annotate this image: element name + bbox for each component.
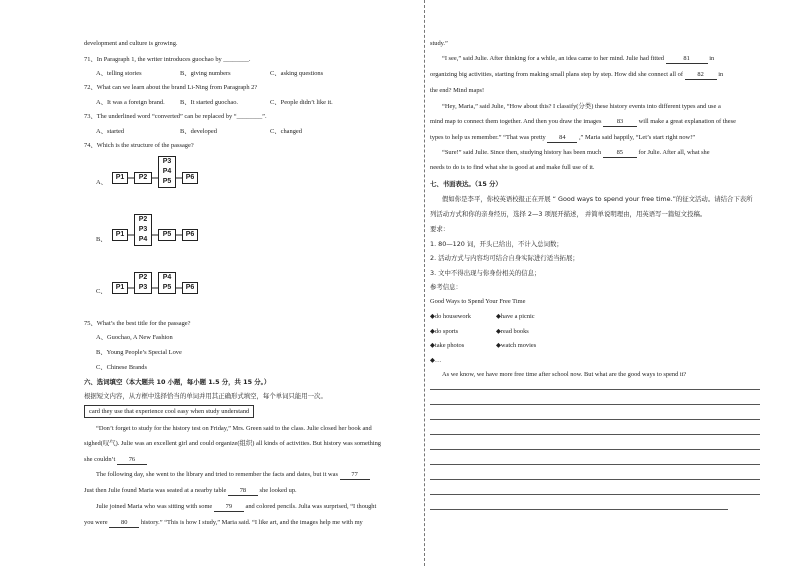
passage-line-10 — [430, 71, 723, 80]
q72-option-c: C、People didn’t like it. — [270, 99, 333, 106]
passage-line-9 — [442, 55, 714, 64]
essay-opening: As we know, we have more free time after school now. But what are the good ways to spend it? — [442, 371, 687, 378]
passage-text: “I see,” said Julie. After thinking for a while, an idea came to her mind. Julie had fitted — [442, 55, 665, 62]
requirement-2: 2. 活动方式与内容均可结合自身实际进行适当拓展； — [430, 254, 579, 262]
passage-text: in — [709, 55, 715, 62]
passage-text: The following day, she went to the library and tried to remember the facts and dates, but it was — [96, 471, 339, 478]
passage-text: “Sure!” said Julie. Since then, studying history has been much — [442, 149, 602, 156]
diagram-c-stack-right — [158, 272, 176, 294]
blank-85: 85 — [603, 149, 637, 158]
diagram-c-p1: P1 — [112, 282, 128, 294]
blank-82: 82 — [685, 71, 717, 80]
section7-prompt-2: 列活动方式和你的亲身经历，选择 2—3 项展开描述， 并简单说明理由，用英语写一篇短文投稿。 — [430, 210, 707, 218]
writing-line[interactable] — [430, 434, 760, 435]
q71-option-a: A、telling stories — [96, 70, 142, 77]
section6-instruction: 根据短文内容，从方框中选择恰当的单词并用其正确形式填空，每个单词只能用一次。 — [84, 392, 327, 400]
reference-item: ◆watch movies — [496, 342, 537, 349]
left-column — [84, 0, 424, 566]
diagram-c-stack-left — [134, 272, 152, 294]
q74-stem: 74、Which is the structure of the passage? — [84, 142, 194, 149]
section6-title: 六、选词填空（本大题共 10 小题，每小题 1.5 分，共 15 分。） — [84, 378, 271, 386]
q72-option-a: A、It was a foreign brand. — [96, 99, 165, 106]
diagram-a-p3: P3 — [162, 158, 172, 165]
blank-84: 84 — [547, 134, 577, 143]
diagram-b-p4: P4 — [138, 236, 148, 243]
writing-line[interactable] — [430, 479, 760, 480]
passage-text: mind map to connect them together. And then you draw the images — [430, 118, 602, 125]
blank-78: 78 — [228, 487, 258, 496]
passage-line-13 — [430, 118, 736, 127]
writing-line[interactable] — [430, 419, 760, 420]
word-box: card they use that experience cool easy when study understand — [84, 405, 254, 418]
q74-option-a: A、 — [96, 179, 108, 186]
diagram-b-p1: P1 — [112, 229, 128, 241]
section7-title: 七、书面表达。（15 分） — [430, 180, 502, 188]
diagram-c-p6: P6 — [182, 282, 198, 294]
writing-line[interactable] — [430, 509, 728, 510]
q71-option-c: C、asking questions — [270, 70, 324, 77]
diagram-c-p3: P3 — [138, 284, 148, 291]
reference-item: ◆do housework — [430, 313, 471, 320]
column-divider — [424, 0, 425, 566]
diagram-b-p3: P3 — [138, 226, 148, 233]
diagram-a-p6: P6 — [182, 172, 198, 184]
diagram-a-stack — [158, 156, 176, 188]
passage-line-12: “Hey, Maria,” said Julie, “How about this? I classify(分类) these history events into different types and use a — [442, 103, 721, 110]
passage-line-15 — [442, 149, 710, 158]
reference-title: 参考信息： — [430, 283, 462, 291]
q73-option-a: A、started — [96, 128, 125, 135]
passage-text: in — [718, 71, 724, 78]
q74-option-c: C、 — [96, 288, 107, 295]
diagram-a-p1: P1 — [112, 172, 128, 184]
reference-heading: Good Ways to Spend Your Free Time — [430, 298, 526, 305]
diagram-b-p5: P5 — [158, 229, 176, 241]
blank-83: 83 — [603, 118, 637, 127]
passage-text: you were — [84, 519, 108, 526]
requirement-3: 3. 文中不得出现与你身份相关的信息； — [430, 269, 541, 277]
q72-stem: 72、What can we learn about the brand Li-Ning from Paragraph 2? — [84, 84, 258, 91]
requirements-title: 要求： — [430, 225, 450, 233]
passage-text: she looked up. — [259, 487, 297, 494]
requirement-1: 1. 80—120 词，开头已给出，不计入总词数； — [430, 240, 563, 248]
q74-option-b: B、 — [96, 236, 107, 243]
q73-option-c: C、changed — [270, 128, 302, 135]
q72-option-b: B、It started guochao. — [180, 99, 239, 106]
diagram-b-p6: P6 — [182, 229, 198, 241]
passage-text: will make a great explanation of these — [638, 118, 736, 125]
passage-text: types to help us remember.” “That was pretty — [430, 134, 546, 141]
diagram-c-p2: P2 — [138, 274, 148, 281]
diagram-b-p2: P2 — [138, 216, 148, 223]
passage-line-16: needs to do is to find what she is good at and make full use of it. — [430, 164, 595, 171]
q71-option-b: B、giving numbers — [180, 70, 231, 77]
q75-option-a: A、Guochao, A New Fashion — [96, 334, 173, 341]
diagram-c-p5: P5 — [162, 284, 172, 291]
reference-item: ◆take photos — [430, 342, 465, 349]
blank-79: 79 — [214, 503, 244, 512]
passage-line-7 — [84, 519, 363, 528]
q73-option-b: B、developed — [180, 128, 217, 135]
passage-line-11: the end? Mind maps! — [430, 87, 485, 94]
passage-line-3 — [84, 456, 147, 465]
writing-line[interactable] — [430, 449, 760, 450]
writing-line[interactable] — [430, 404, 760, 405]
reference-item: ◆do sports — [430, 328, 459, 335]
section7-prompt-1: 假如你是李平，你校英语校报正在开展 “ Good ways to spend your free time.”的征文活动。请结合下表所 — [442, 195, 753, 203]
reference-item: ◆read books — [496, 328, 529, 335]
passage-line-4 — [96, 471, 370, 480]
diagram-a-p2: P2 — [134, 172, 152, 184]
passage-line-2: sighed(叹气). Julie was an excellent girl and could organize(组织) all kinds of activities. But history was something — [84, 440, 381, 447]
writing-line[interactable] — [430, 494, 760, 495]
passage-text: she couldn’t — [84, 456, 116, 463]
passage-text: for Julie. After all, what she — [638, 149, 710, 156]
passage-line-5 — [84, 487, 297, 496]
blank-80: 80 — [109, 519, 139, 528]
q75-stem: 75、What’s the best title for the passage? — [84, 320, 191, 327]
passage-line-1: “Don’t forget to study for the history test on Friday,” Mrs. Green said to the class. Julie closed her book and — [96, 425, 372, 432]
structure-diagram-c — [110, 272, 250, 306]
diagram-a-p5: P5 — [162, 178, 172, 185]
intro-tail: development and culture is growing. — [84, 40, 178, 47]
passage-text: and colored pencils. Julia was surprised, “I thought — [245, 503, 377, 510]
right-column — [430, 0, 768, 566]
diagram-a-p4: P4 — [162, 168, 172, 175]
q75-option-c: C、Chinese Brands — [96, 364, 147, 371]
q73-stem: 73、The underlined word “converted” can be replaced by “________”. — [84, 113, 267, 120]
diagram-b-stack — [134, 214, 152, 246]
q71-stem: 71、In Paragraph 1, the writer introduces guochao by ________. — [84, 56, 251, 63]
reference-item: ◆have a picnic — [496, 313, 535, 320]
passage-line-14 — [430, 134, 695, 143]
writing-line[interactable] — [430, 464, 760, 465]
diagram-c-p4: P4 — [162, 274, 172, 281]
passage-text: organizing big activities, starting from making small plans step by step. How did she connect all of — [430, 71, 683, 78]
reference-item: ◆… — [430, 357, 442, 364]
passage-text: Julie joined Maria who was sitting with some — [96, 503, 213, 510]
passage-line-6 — [96, 503, 376, 512]
passage-line-8: study.” — [430, 40, 448, 47]
blank-76: 76 — [117, 456, 147, 465]
passage-text: Just then Julie found Maria was seated at a nearby table — [84, 487, 227, 494]
blank-81: 81 — [666, 55, 708, 64]
structure-diagram-b — [110, 214, 250, 254]
blank-77: 77 — [340, 471, 370, 480]
q75-option-b: B、Young People’s Special Love — [96, 349, 182, 356]
writing-line[interactable] — [430, 389, 760, 390]
structure-diagram-a — [110, 156, 250, 196]
passage-text: history.” “This is how I study,” Maria said. “I like art, and the images help me with my — [140, 519, 363, 526]
passage-text: ,” Maria said happily, “Let’s start right now!” — [578, 134, 696, 141]
